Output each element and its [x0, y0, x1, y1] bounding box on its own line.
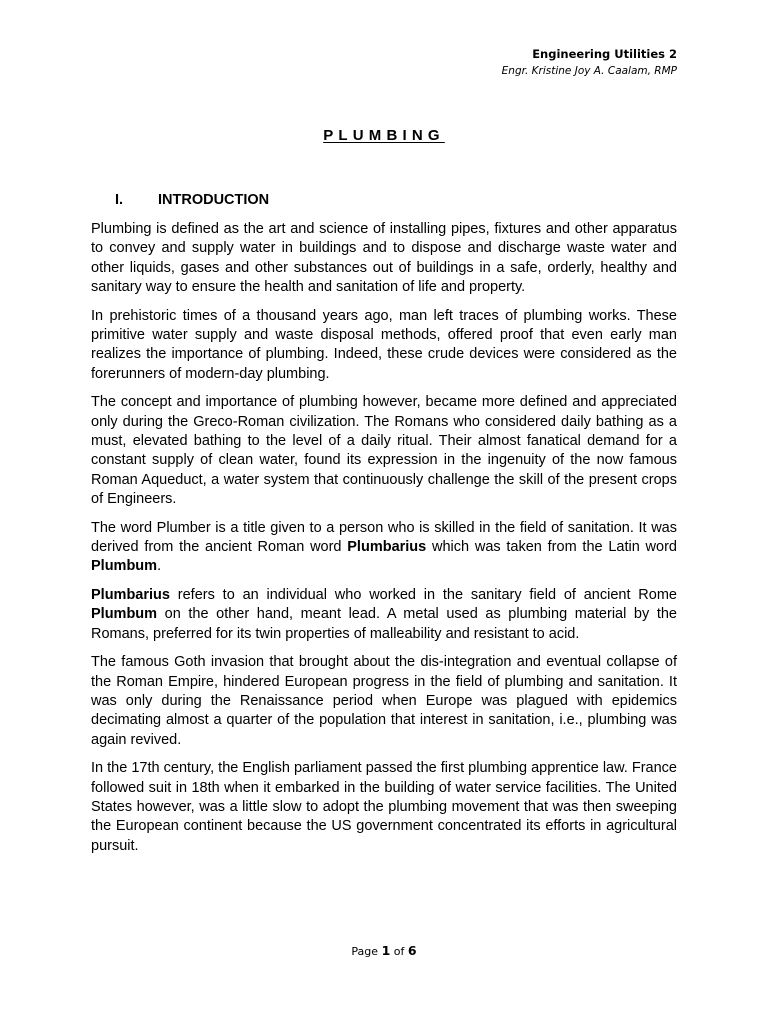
- page-label: Page: [351, 945, 379, 958]
- paragraph-greco-roman: The concept and importance of plumbing however, became more defined and appreciated only during the Greco-Roman civilization. The Romans who considered daily bathing as a must, elevated bathing to the level of a daily ritual. Their almost fanatical demand for a constant supply of clean water, found its expression in the ingenuity of the now famous Roman Aqueduct, a water system that continuously challenge the skill of the present crops of Engineers.: [91, 394, 677, 507]
- term-plumbum: Plumbum: [91, 606, 158, 623]
- paragraph-text: which was taken from the Latin word: [426, 538, 677, 555]
- paragraph-prehistoric: In prehistoric times of a thousand years ago, man left traces of plumbing works. These primitive water supply and waste disposal methods, offered proof that even early man realizes the importance of plumbing. Indeed, these crude devices were considered as the forerunners of modern-day plumbing.: [91, 307, 677, 382]
- paragraph-text: The word Plumber is a title given to a person who is skilled in the field of sanitation. It was derived from the ancient Roman word: [91, 519, 677, 555]
- paragraph-terms: [91, 586, 677, 644]
- author-name: Engr. Kristine Joy A. Caalam, RMP: [501, 65, 677, 77]
- section-heading: [115, 190, 269, 210]
- paragraph-goth-invasion: The famous Goth invasion that brought about the dis-integration and eventual collapse of the Roman Empire, hindered European progress in the field of plumbing and sanitation. It was only during the Renaissance period when Europe was plagued with epidemics decimating almost a quarter of the population that interest in sanitation, i.e., plumbing was again revived.: [91, 654, 677, 748]
- course-title: Engineering Utilities 2: [532, 47, 677, 61]
- page-header: [502, 45, 677, 79]
- term-plumbum: Plumbum: [91, 558, 158, 575]
- current-page-number: 1: [381, 943, 391, 958]
- paragraph-definition: Plumbing is defined as the art and science of installing pipes, fixtures and other apparatus to convey and supply water in buildings and to dispose and discharge waste water and other liquids, gases and other substances out of buildings in a safe, orderly, healthy and sanitary way to ensure the health and sanitation of life and property.: [91, 221, 677, 295]
- document-title: PLUMBING: [323, 127, 445, 144]
- paragraph-text: .: [157, 558, 162, 575]
- page-footer: [0, 943, 768, 958]
- page-of-label: of: [393, 945, 405, 958]
- document-body: [91, 220, 677, 865]
- paragraph-text: refers to an individual who worked in the sanitary field of ancient Rome: [169, 587, 677, 604]
- paragraph-17th-century: In the 17th century, the English parliament passed the first plumbing apprentice law. France followed suit in 18th when it embarked in the building of water service facilities. The United States however, was a little slow to adopt the plumbing movement that was then sweeping the European continent because the US government concentrated its efforts in agricultural pursuit.: [91, 760, 677, 854]
- total-page-count: 6: [407, 943, 417, 958]
- term-plumbarius: Plumbarius: [347, 538, 427, 555]
- term-plumbarius: Plumbarius: [91, 587, 170, 604]
- paragraph-plumber-origin: [91, 519, 677, 577]
- paragraph-text: on the other hand, meant lead. A metal used as plumbing material by the Romans, preferred for its twin properties of malleability and resistant to acid.: [91, 606, 677, 642]
- section-title: INTRODUCTION: [158, 192, 270, 208]
- section-number: I.: [115, 192, 124, 208]
